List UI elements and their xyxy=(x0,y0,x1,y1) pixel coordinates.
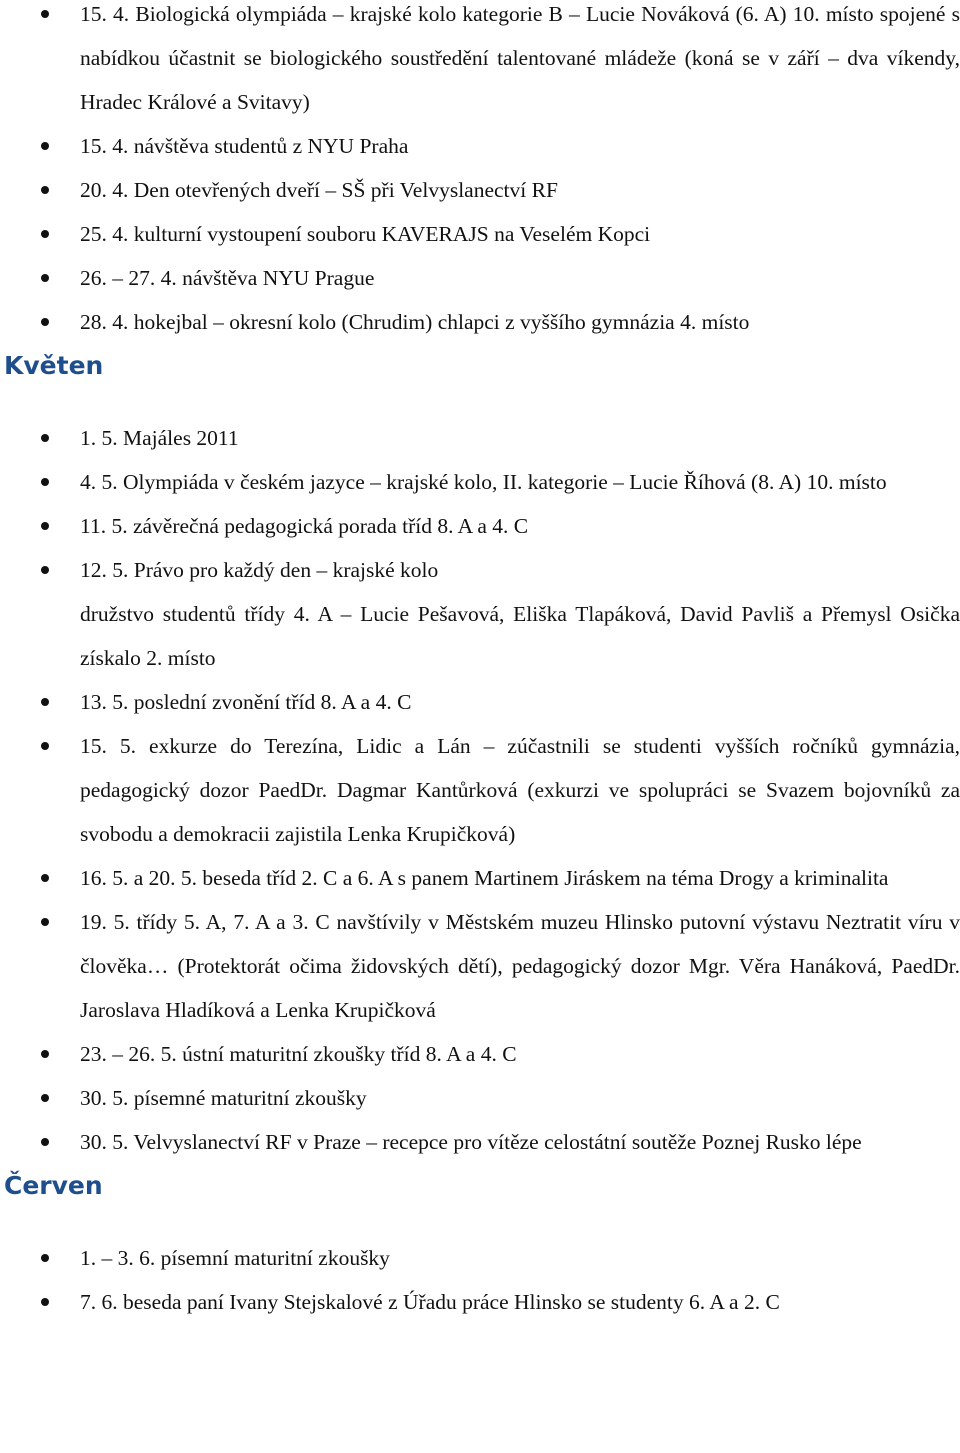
list-item: 20. 4. Den otevřených dveří – SŠ při Velvyslanectví RF xyxy=(0,168,960,212)
list-item: 30. 5. písemné maturitní zkoušky xyxy=(0,1076,960,1120)
month-heading-june: Červen xyxy=(4,1171,103,1200)
list-item: 11. 5. závěrečná pedagogická porada tříd 8. A a 4. C xyxy=(0,504,960,548)
list-item: 26. – 27. 4. návštěva NYU Prague xyxy=(0,256,960,300)
list-item: 30. 5. Velvyslanectví RF v Praze – recepce pro vítěze celostátní soutěže Poznej Rusko lépe xyxy=(0,1120,960,1164)
list-item: 1. 5. Majáles 2011 xyxy=(0,416,960,460)
month-heading-may: Květen xyxy=(4,351,104,380)
list-item-line: družstvo studentů třídy 4. A – Lucie Pešavová, Eliška Tlapáková, David Pavliš a Přemysl Osička získalo 2. místo xyxy=(80,602,960,670)
list-item: 15. 4. návštěva studentů z NYU Praha xyxy=(0,124,960,168)
list-item: 28. 4. hokejbal – okresní kolo (Chrudim) chlapci z vyššího gymnázia 4. místo xyxy=(0,300,960,344)
april-list xyxy=(0,0,960,344)
list-item: 19. 5. třídy 5. A, 7. A a 3. C navštívily v Městském muzeu Hlinsko putovní výstavu Neztratit víru v člověka… (Protektorát očima židovských dětí), pedagogický dozor Mgr. Věra Hanáková, PaedDr. Jaroslava Hladíková a Lenka Krupičková xyxy=(0,900,960,1032)
list-item: 1. – 3. 6. písemní maturitní zkoušky xyxy=(0,1236,960,1280)
list-item: 23. – 26. 5. ústní maturitní zkoušky tříd 8. A a 4. C xyxy=(0,1032,960,1076)
list-item: 13. 5. poslední zvonění tříd 8. A a 4. C xyxy=(0,680,960,724)
list-item: 15. 4. Biologická olympiáda – krajské kolo kategorie B – Lucie Nováková (6. A) 10. místo spojené s nabídkou účastnit se biologického soustředění talentované mládeže (koná se v září – dva víkendy, Hradec Králové a Svitavy) xyxy=(0,0,960,124)
may-list xyxy=(0,416,960,1164)
list-item: 25. 4. kulturní vystoupení souboru KAVERAJS na Veselém Kopci xyxy=(0,212,960,256)
list-item: 16. 5. a 20. 5. beseda tříd 2. C a 6. A s panem Martinem Jiráskem na téma Drogy a kriminalita xyxy=(0,856,960,900)
list-item xyxy=(0,548,960,680)
list-item: 4. 5. Olympiáda v českém jazyce – krajské kolo, II. kategorie – Lucie Říhová (8. A) 10. místo xyxy=(0,460,960,504)
list-item: 7. 6. beseda paní Ivany Stejskalové z Úřadu práce Hlinsko se studenty 6. A a 2. C xyxy=(0,1280,960,1324)
list-item-line: 12. 5. Právo pro každý den – krajské kolo xyxy=(80,558,439,582)
list-item: 15. 5. exkurze do Terezína, Lidic a Lán – zúčastnili se studenti vyšších ročníků gymnázia, pedagogický dozor PaedDr. Dagmar Kantůrková (exkurzi ve spolupráci se Svazem bojovníků za svobodu a demokracii zajistila Lenka Krupičková) xyxy=(0,724,960,856)
june-list xyxy=(0,1236,960,1324)
